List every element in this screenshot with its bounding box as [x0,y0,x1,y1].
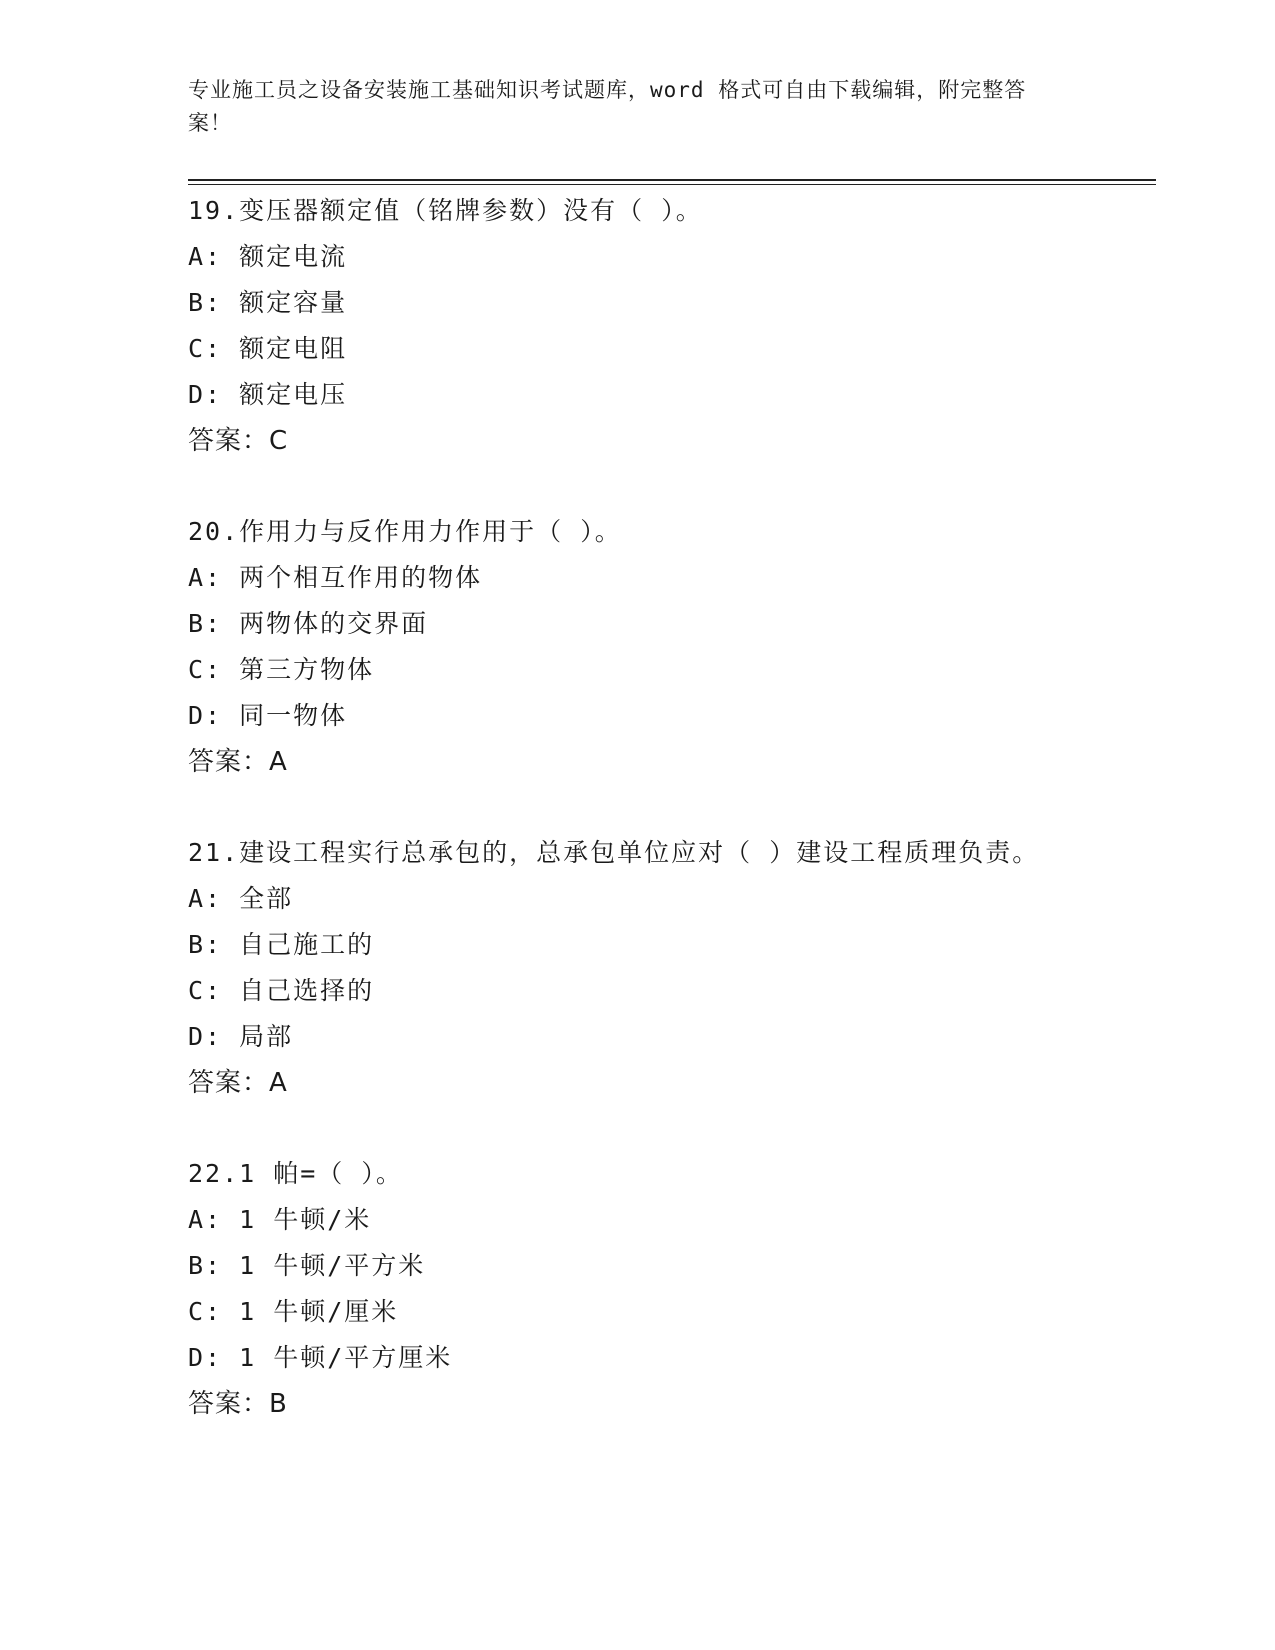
option-d: D: 同一物体 [188,701,348,730]
option-d: D: 额定电压 [188,380,348,409]
question-stem: 22.1 帕=（ ）。 [188,1159,403,1188]
answer-line: 答案：C [188,426,289,456]
question-19 [188,188,1088,464]
option-c: C: 1 牛顿/厘米 [188,1297,399,1326]
option-b: B: 两物体的交界面 [188,609,429,638]
option-d: D: 局部 [188,1022,294,1051]
option-a: A: 两个相互作用的物体 [188,563,483,592]
option-a: A: 额定电流 [188,242,348,271]
question-20 [188,509,1088,785]
option-b: B: 额定容量 [188,288,348,317]
option-b: B: 1 牛顿/平方米 [188,1251,426,1280]
question-21 [188,830,1088,1106]
option-a: A: 全部 [188,884,294,913]
header-divider-thick [188,179,1156,181]
option-b: B: 自己施工的 [188,930,375,959]
header-divider-thin [188,184,1156,185]
question-list [188,188,1088,1472]
document-header [188,74,1068,140]
option-c: C: 额定电阻 [188,334,348,363]
question-stem: 21.建设工程实行总承包的，总承包单位应对（ ）建设工程质理负责。 [188,838,1040,867]
option-d: D: 1 牛顿/平方厘米 [188,1343,453,1372]
question-stem: 19.变压器额定值（铭牌参数）没有（ ）。 [188,196,703,225]
question-stem: 20.作用力与反作用力作用于（ ）。 [188,517,622,546]
option-c: C: 第三方物体 [188,655,375,684]
answer-line: 答案：A [188,747,288,777]
option-a: A: 1 牛顿/米 [188,1205,372,1234]
option-c: C: 自己选择的 [188,976,375,1005]
answer-line: 答案：A [188,1068,288,1098]
answer-line: 答案：B [188,1389,288,1419]
document-title: 专业施工员之设备安装施工基础知识考试题库，word 格式可自由下载编辑，附完整答案！ [188,78,1027,135]
question-22 [188,1151,1088,1427]
